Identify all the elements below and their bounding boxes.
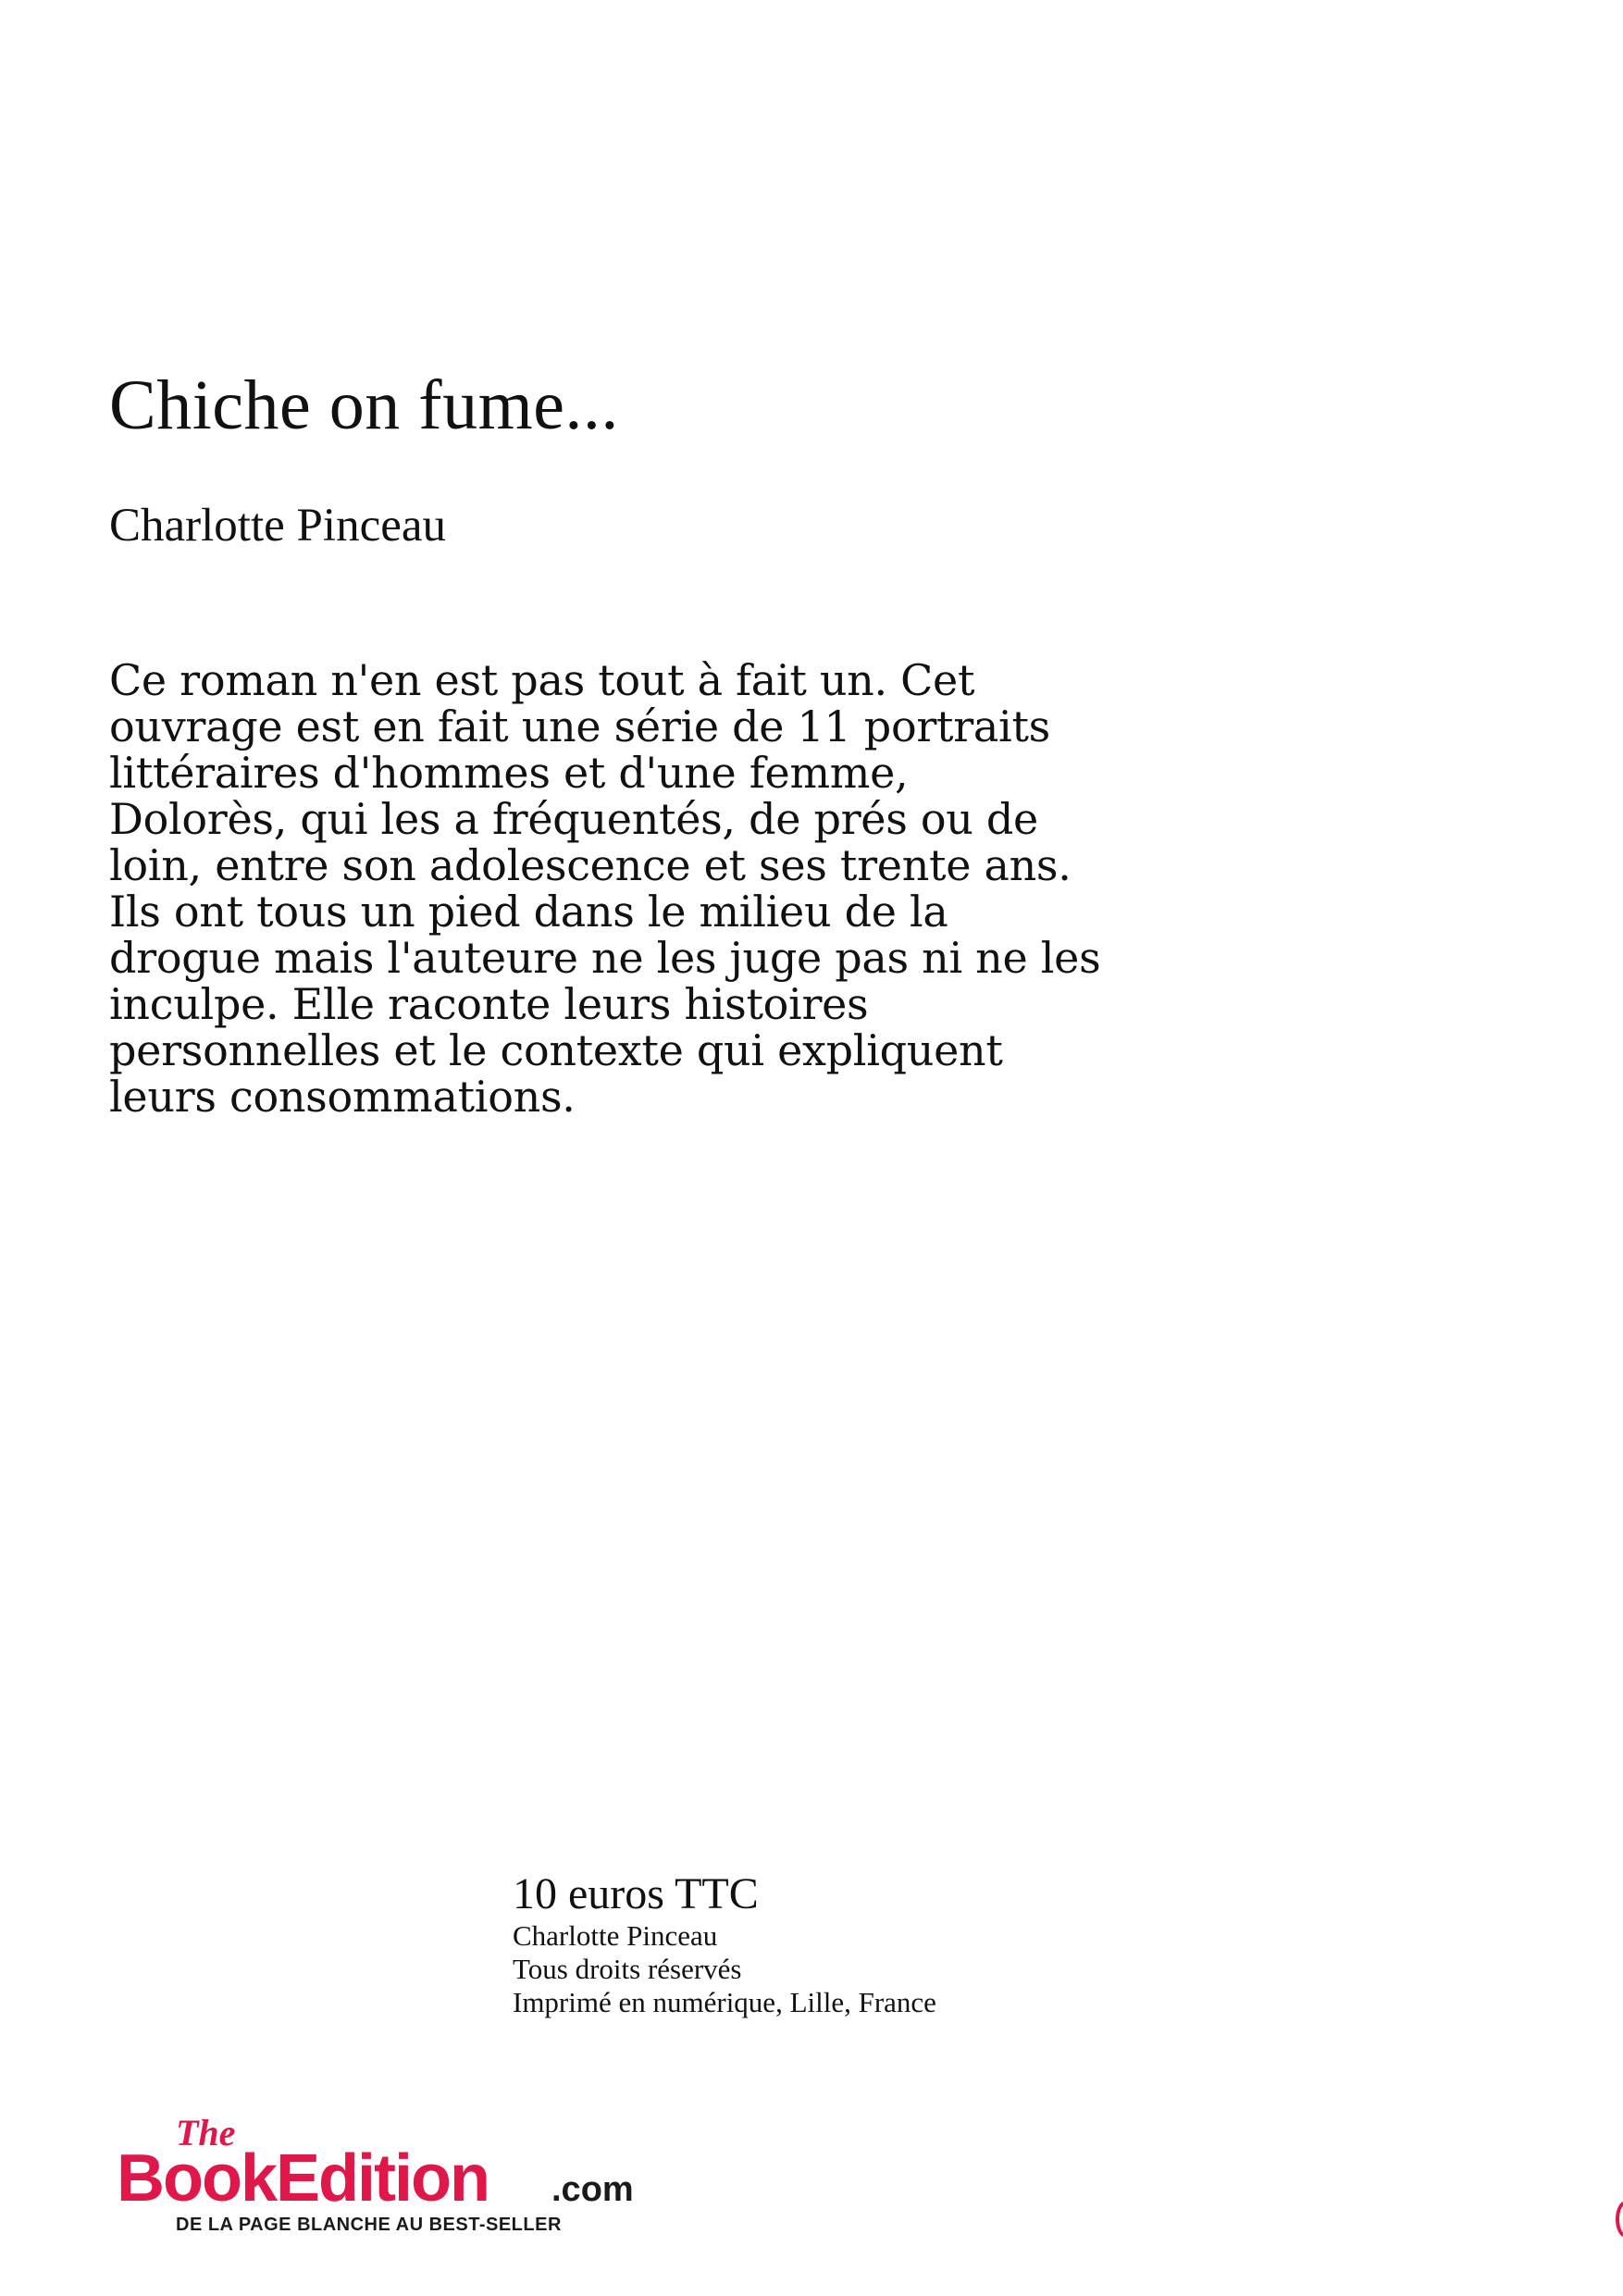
edge-mark — [1616, 2201, 1623, 2238]
rights-notice: Tous droits réservés — [513, 1953, 742, 1985]
price: 10 euros TTC — [513, 1869, 759, 1918]
book-title: Chiche on fume... — [109, 366, 619, 444]
copyright-author: Charlotte Pinceau — [513, 1919, 718, 1952]
print-location: Imprimé en numérique, Lille, France — [513, 1986, 936, 2018]
imprint-block — [513, 1869, 936, 2019]
book-author: Charlotte Pinceau — [109, 500, 446, 552]
logo-domain: .com — [551, 2170, 634, 2209]
logo-the: The — [176, 2112, 236, 2153]
logo-tagline: DE LA PAGE BLANCHE AU BEST-SELLER — [176, 2215, 562, 2235]
bookedition-logo — [117, 2103, 653, 2241]
book-blurb: Ce roman n'en est pas tout à fait un. Cet ouvrage est en fait une série de 11 portraits littéraires d'hommes et d'une femme, Dolorès, qui les a fréquentés, de prés ou de loin, entre son adolescence et ses trente ans. Ils ont tous un pied dans le milieu de la drogue mais l'auteure ne les juge pas ni ne les inculpe. Elle raconte leurs histoires personnelles et le contexte qui expliquent leurs consommations. — [109, 655, 1101, 1122]
logo-brand: BookEdition — [117, 2141, 489, 2215]
